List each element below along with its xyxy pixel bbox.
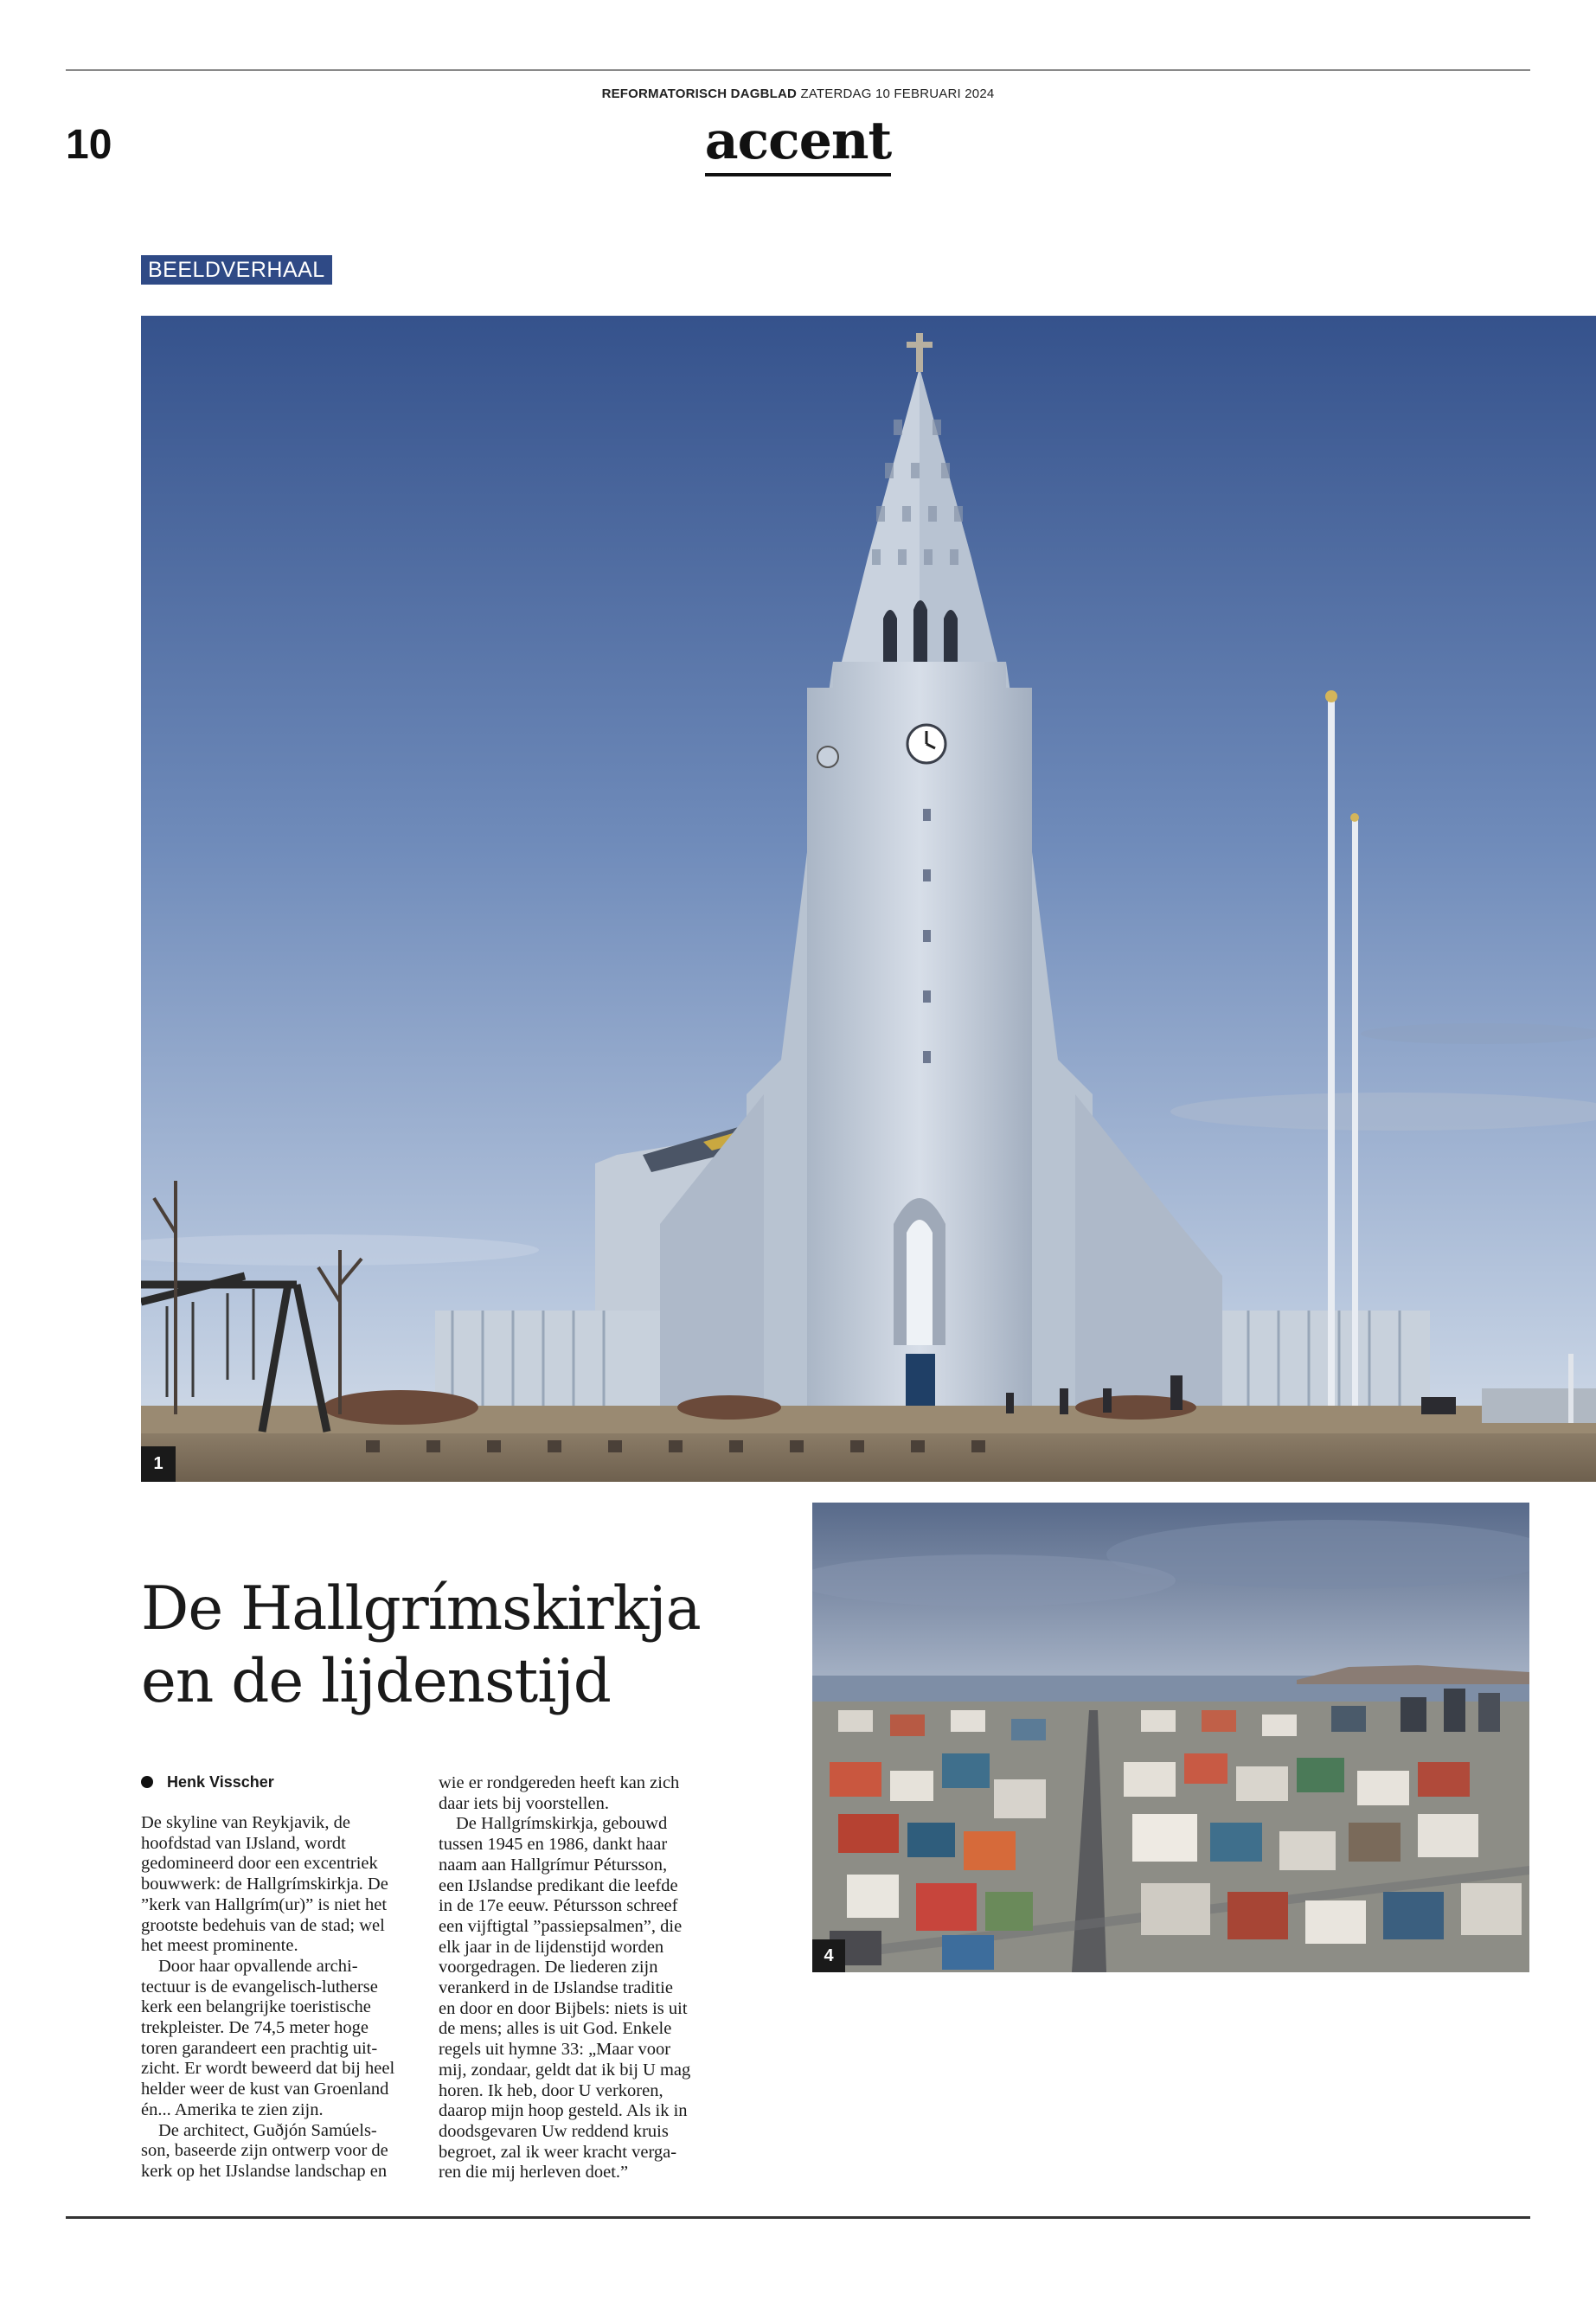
column-line: daar iets bij voorstellen. — [439, 1793, 609, 1813]
column-line: mij, zondaar, geldt dat ik bij U mag — [439, 2060, 691, 2080]
byline-bullet-icon — [141, 1776, 153, 1788]
byline — [141, 1773, 274, 1791]
column-line: grootste bedehuis van de stad; wel — [141, 1915, 385, 1935]
article-column-1 — [141, 1813, 409, 2182]
top-rule — [66, 69, 1530, 71]
column-line: en door en door Bijbels: niets is uit — [439, 1998, 688, 2018]
column-line: bouwwerk: de Hallgrímskirkja. De — [141, 1875, 388, 1894]
column-line: helder weer de kust van Groenland — [141, 2080, 389, 2099]
column-line: horen. Ik heb, door U verkoren, — [439, 2080, 663, 2100]
reykjavik-aerial-illustration — [812, 1503, 1529, 1972]
column-line: De Hallgrímskirkja, gebouwd — [456, 1814, 668, 1834]
masthead — [0, 87, 1596, 101]
column-line: gedomineerd door een excentriek — [141, 1854, 378, 1874]
page-number: 10 — [66, 122, 112, 168]
column-line: in de 17e eeuw. Pétursson schreef — [439, 1896, 678, 1916]
column-line: wie er rondgereden heeft kan zich — [439, 1773, 680, 1792]
column-line: doodsgevaren Uw reddend kruis — [439, 2121, 669, 2141]
column-line: daarop mijn hoop gesteld. Als ik in — [439, 2101, 688, 2121]
column-line: ”kerk van Hallgrím(ur)” is niet het — [141, 1894, 388, 1914]
section-title — [0, 111, 1596, 171]
column-line: elk jaar in de lijdenstijd worden — [439, 1937, 664, 1957]
column-line: een IJslandse predikant die leefde — [439, 1875, 678, 1895]
column-line: kerk op het IJslandse landschap en — [141, 2161, 388, 2181]
column-line: tectuur is de evangelisch-lutherse — [141, 1977, 378, 1997]
column-line: De architect, Guðjón Samúels- — [158, 2120, 377, 2140]
side-photo-reykjavik — [812, 1503, 1529, 1972]
column-line: ren die mij herleven doet.” — [439, 2163, 629, 2182]
column-line: het meest prominente. — [141, 1936, 298, 1956]
headline-line-2: en de lijdenstijd — [141, 1647, 611, 1716]
column-line: begroet, zal ik weer kracht verga- — [439, 2142, 677, 2162]
newspaper-name: REFORMATORISCH DAGBLAD — [601, 87, 798, 101]
category-label: BEELDVERHAAL — [141, 255, 332, 285]
column-line: kerk een belangrijke toeristische — [141, 1997, 371, 2017]
column-line: tussen 1945 en 1986, dankt haar — [439, 1835, 668, 1855]
column-line: regels uit hymne 33: „Maar voor — [439, 2040, 671, 2060]
photo-number-1: 1 — [141, 1446, 176, 1482]
column-line: trekpleister. De 74,5 meter hoge — [141, 2018, 369, 2038]
church-illustration — [141, 316, 1596, 1482]
headline-line-1: De Hallgrímskirkja — [141, 1574, 701, 1644]
column-line: De skyline van Reykjavik, de — [141, 1813, 350, 1832]
column-line: voorgedragen. De liederen zijn — [439, 1958, 658, 1977]
column-line: zicht. Er wordt beweerd dat bij heel — [141, 2059, 395, 2079]
headline — [141, 1573, 747, 1718]
column-line: verankerd in de IJslandse traditie — [439, 1978, 673, 1998]
author-name: Henk Visscher — [167, 1773, 274, 1791]
bottom-rule — [66, 2216, 1530, 2219]
column-line: hoofdstad van IJsland, wordt — [141, 1833, 346, 1853]
column-line: son, baseerde zijn ontwerp voor de — [141, 2141, 388, 2161]
column-line: toren garandeert een prachtig uit- — [141, 2038, 378, 2058]
column-line: de mens; alles is uit God. Enkele — [439, 2019, 672, 2039]
column-line: én... Amerika te zien zijn. — [141, 2099, 324, 2119]
column-line: een vijftigtal ”passiepsalmen”, die — [439, 1916, 683, 1936]
article-column-2 — [439, 1773, 707, 2183]
main-photo-church — [141, 316, 1596, 1482]
column-line: Door haar opvallende archi- — [158, 1956, 358, 1976]
photo-number-4: 4 — [812, 1939, 845, 1972]
section-title-text: accent — [705, 111, 891, 176]
issue-date: ZATERDAG 10 FEBRUARI 2024 — [800, 87, 995, 101]
column-line: naam aan Hallgrímur Pétursson, — [439, 1855, 668, 1875]
